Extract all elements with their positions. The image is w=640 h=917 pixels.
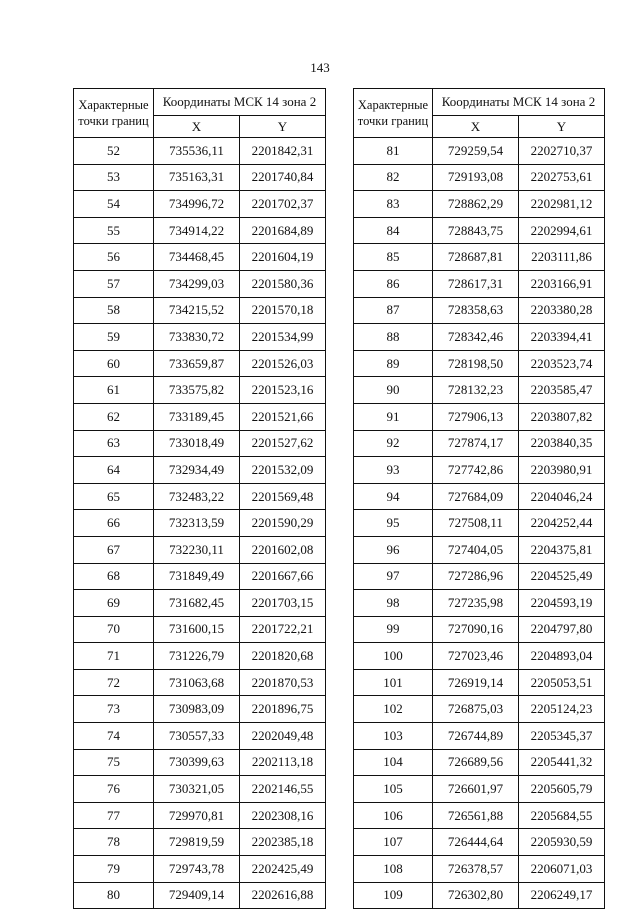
table-row (354, 643, 605, 670)
y-coordinate-cell: 2201602,08 (240, 536, 326, 563)
y-coordinate-cell: 2202425,49 (240, 856, 326, 883)
y-coordinate-cell: 2201702,37 (240, 191, 326, 218)
point-number-cell: 76 (74, 776, 154, 803)
y-coordinate-cell: 2201870,53 (240, 669, 326, 696)
point-number-cell: 59 (74, 324, 154, 351)
table-row (354, 510, 605, 537)
point-number-cell: 85 (354, 244, 433, 271)
x-coordinate-cell: 733575,82 (154, 377, 240, 404)
point-number-cell: 74 (74, 723, 154, 750)
table-row (74, 882, 326, 909)
point-number-cell: 90 (354, 377, 433, 404)
y-coordinate-cell: 2201580,36 (240, 270, 326, 297)
point-number-cell: 69 (74, 590, 154, 617)
coordinates-table-right (353, 88, 605, 909)
point-number-cell: 95 (354, 510, 433, 537)
x-coordinate-cell: 729743,78 (154, 856, 240, 883)
y-coordinate-cell: 2205441,32 (519, 749, 605, 776)
x-coordinate-cell: 731682,45 (154, 590, 240, 617)
table-row (354, 270, 605, 297)
point-number-cell: 93 (354, 457, 433, 484)
y-coordinate-cell: 2202994,61 (519, 217, 605, 244)
y-coordinate-cell: 2201569,48 (240, 483, 326, 510)
y-coordinate-cell: 2205605,79 (519, 776, 605, 803)
table-row (354, 138, 605, 165)
y-coordinate-cell: 2206071,03 (519, 856, 605, 883)
point-number-cell: 66 (74, 510, 154, 537)
table-row (74, 164, 326, 191)
x-coordinate-cell: 727508,11 (433, 510, 519, 537)
x-coordinate-cell: 727874,17 (433, 430, 519, 457)
x-coordinate-cell: 728617,31 (433, 270, 519, 297)
point-number-cell: 89 (354, 350, 433, 377)
point-number-cell: 73 (74, 696, 154, 723)
y-coordinate-cell: 2201521,66 (240, 403, 326, 430)
header-boundary-points: Характерные точки границ (74, 89, 154, 138)
point-number-cell: 75 (74, 749, 154, 776)
table-row (354, 536, 605, 563)
table-row (74, 191, 326, 218)
table-row (354, 324, 605, 351)
y-coordinate-cell: 2201604,19 (240, 244, 326, 271)
y-coordinate-cell: 2201740,84 (240, 164, 326, 191)
point-number-cell: 54 (74, 191, 154, 218)
y-coordinate-cell: 2201527,62 (240, 430, 326, 457)
point-number-cell: 63 (74, 430, 154, 457)
x-coordinate-cell: 726302,80 (433, 882, 519, 909)
table-row (354, 616, 605, 643)
point-number-cell: 102 (354, 696, 433, 723)
table-row (354, 696, 605, 723)
point-number-cell: 91 (354, 403, 433, 430)
table-row (74, 403, 326, 430)
header-y: Y (519, 116, 605, 138)
y-coordinate-cell: 2205053,51 (519, 669, 605, 696)
y-coordinate-cell: 2203380,28 (519, 297, 605, 324)
x-coordinate-cell: 734468,45 (154, 244, 240, 271)
y-coordinate-cell: 2205930,59 (519, 829, 605, 856)
x-coordinate-cell: 729193,08 (433, 164, 519, 191)
y-coordinate-cell: 2201703,15 (240, 590, 326, 617)
x-coordinate-cell: 735536,11 (154, 138, 240, 165)
point-number-cell: 94 (354, 483, 433, 510)
table-row (74, 510, 326, 537)
coordinates-table-left (73, 88, 326, 909)
y-coordinate-cell: 2202710,37 (519, 138, 605, 165)
table-row (354, 723, 605, 750)
y-coordinate-cell: 2202049,48 (240, 723, 326, 750)
x-coordinate-cell: 734914,22 (154, 217, 240, 244)
x-coordinate-cell: 728687,81 (433, 244, 519, 271)
x-coordinate-cell: 726561,88 (433, 802, 519, 829)
point-number-cell: 86 (354, 270, 433, 297)
table-row (354, 297, 605, 324)
table-row (354, 483, 605, 510)
x-coordinate-cell: 730557,33 (154, 723, 240, 750)
y-coordinate-cell: 2201820,68 (240, 643, 326, 670)
y-coordinate-cell: 2201842,31 (240, 138, 326, 165)
y-coordinate-cell: 2201523,16 (240, 377, 326, 404)
x-coordinate-cell: 727023,46 (433, 643, 519, 670)
y-coordinate-cell: 2201590,29 (240, 510, 326, 537)
y-coordinate-cell: 2202616,88 (240, 882, 326, 909)
point-number-cell: 72 (74, 669, 154, 696)
y-coordinate-cell: 2204893,04 (519, 643, 605, 670)
y-coordinate-cell: 2201722,21 (240, 616, 326, 643)
table-row (354, 164, 605, 191)
x-coordinate-cell: 727404,05 (433, 536, 519, 563)
y-coordinate-cell: 2201667,66 (240, 563, 326, 590)
y-coordinate-cell: 2202308,16 (240, 802, 326, 829)
point-number-cell: 79 (74, 856, 154, 883)
x-coordinate-cell: 728132,23 (433, 377, 519, 404)
header-coordinates: Координаты МСК 14 зона 2 (154, 89, 326, 116)
x-coordinate-cell: 727286,96 (433, 563, 519, 590)
x-coordinate-cell: 731063,68 (154, 669, 240, 696)
table-row (74, 856, 326, 883)
point-number-cell: 109 (354, 882, 433, 909)
table-row (74, 749, 326, 776)
x-coordinate-cell: 729409,14 (154, 882, 240, 909)
y-coordinate-cell: 2202113,18 (240, 749, 326, 776)
point-number-cell: 65 (74, 483, 154, 510)
x-coordinate-cell: 732483,22 (154, 483, 240, 510)
y-coordinate-cell: 2203111,86 (519, 244, 605, 271)
x-coordinate-cell: 733830,72 (154, 324, 240, 351)
x-coordinate-cell: 728358,63 (433, 297, 519, 324)
y-coordinate-cell: 2203523,74 (519, 350, 605, 377)
table-row (354, 882, 605, 909)
point-number-cell: 58 (74, 297, 154, 324)
x-coordinate-cell: 729819,59 (154, 829, 240, 856)
table-row (74, 696, 326, 723)
x-coordinate-cell: 730321,05 (154, 776, 240, 803)
x-coordinate-cell: 726875,03 (433, 696, 519, 723)
x-coordinate-cell: 727742,86 (433, 457, 519, 484)
point-number-cell: 100 (354, 643, 433, 670)
point-number-cell: 67 (74, 536, 154, 563)
point-number-cell: 97 (354, 563, 433, 590)
point-number-cell: 92 (354, 430, 433, 457)
y-coordinate-cell: 2201532,09 (240, 457, 326, 484)
point-number-cell: 60 (74, 350, 154, 377)
table-row (74, 138, 326, 165)
table-body-left (74, 138, 326, 909)
x-coordinate-cell: 732313,59 (154, 510, 240, 537)
x-coordinate-cell: 726601,97 (433, 776, 519, 803)
point-number-cell: 105 (354, 776, 433, 803)
point-number-cell: 52 (74, 138, 154, 165)
x-coordinate-cell: 734215,52 (154, 297, 240, 324)
x-coordinate-cell: 726919,14 (433, 669, 519, 696)
table-row (354, 457, 605, 484)
header-y: Y (240, 116, 326, 138)
y-coordinate-cell: 2203585,47 (519, 377, 605, 404)
y-coordinate-cell: 2203166,91 (519, 270, 605, 297)
y-coordinate-cell: 2205124,23 (519, 696, 605, 723)
y-coordinate-cell: 2201684,89 (240, 217, 326, 244)
x-coordinate-cell: 732934,49 (154, 457, 240, 484)
x-coordinate-cell: 726689,56 (433, 749, 519, 776)
y-coordinate-cell: 2201526,03 (240, 350, 326, 377)
table-row (74, 377, 326, 404)
x-coordinate-cell: 726378,57 (433, 856, 519, 883)
table-row (74, 776, 326, 803)
table-row (74, 457, 326, 484)
x-coordinate-cell: 728862,29 (433, 191, 519, 218)
x-coordinate-cell: 735163,31 (154, 164, 240, 191)
point-number-cell: 78 (74, 829, 154, 856)
table-row (354, 563, 605, 590)
table-row (74, 643, 326, 670)
table-row (74, 430, 326, 457)
point-number-cell: 57 (74, 270, 154, 297)
table-row (354, 590, 605, 617)
x-coordinate-cell: 727235,98 (433, 590, 519, 617)
y-coordinate-cell: 2203840,35 (519, 430, 605, 457)
x-coordinate-cell: 731226,79 (154, 643, 240, 670)
x-coordinate-cell: 727906,13 (433, 403, 519, 430)
table-row (354, 244, 605, 271)
y-coordinate-cell: 2202753,61 (519, 164, 605, 191)
x-coordinate-cell: 734299,03 (154, 270, 240, 297)
table-row (354, 669, 605, 696)
point-number-cell: 55 (74, 217, 154, 244)
x-coordinate-cell: 730983,09 (154, 696, 240, 723)
y-coordinate-cell: 2204046,24 (519, 483, 605, 510)
y-coordinate-cell: 2204252,44 (519, 510, 605, 537)
point-number-cell: 103 (354, 723, 433, 750)
point-number-cell: 106 (354, 802, 433, 829)
y-coordinate-cell: 2203980,91 (519, 457, 605, 484)
point-number-cell: 88 (354, 324, 433, 351)
point-number-cell: 96 (354, 536, 433, 563)
y-coordinate-cell: 2202385,18 (240, 829, 326, 856)
table-row (74, 723, 326, 750)
point-number-cell: 104 (354, 749, 433, 776)
table-row (354, 191, 605, 218)
point-number-cell: 53 (74, 164, 154, 191)
table-body-right (354, 138, 605, 909)
table-row (74, 590, 326, 617)
table-row (354, 776, 605, 803)
y-coordinate-cell: 2201534,99 (240, 324, 326, 351)
y-coordinate-cell: 2205684,55 (519, 802, 605, 829)
x-coordinate-cell: 731849,49 (154, 563, 240, 590)
table-row (74, 483, 326, 510)
point-number-cell: 81 (354, 138, 433, 165)
table-row (354, 350, 605, 377)
point-number-cell: 108 (354, 856, 433, 883)
x-coordinate-cell: 728843,75 (433, 217, 519, 244)
x-coordinate-cell: 733189,45 (154, 403, 240, 430)
table-row (74, 297, 326, 324)
point-number-cell: 84 (354, 217, 433, 244)
x-coordinate-cell: 727090,16 (433, 616, 519, 643)
table-row (74, 217, 326, 244)
point-number-cell: 87 (354, 297, 433, 324)
table-row (354, 829, 605, 856)
point-number-cell: 101 (354, 669, 433, 696)
x-coordinate-cell: 729970,81 (154, 802, 240, 829)
y-coordinate-cell: 2204375,81 (519, 536, 605, 563)
table-row (74, 350, 326, 377)
y-coordinate-cell: 2206249,17 (519, 882, 605, 909)
x-coordinate-cell: 733659,87 (154, 350, 240, 377)
table-row (74, 829, 326, 856)
x-coordinate-cell: 727684,09 (433, 483, 519, 510)
point-number-cell: 62 (74, 403, 154, 430)
x-coordinate-cell: 730399,63 (154, 749, 240, 776)
point-number-cell: 64 (74, 457, 154, 484)
x-coordinate-cell: 726444,64 (433, 829, 519, 856)
point-number-cell: 82 (354, 164, 433, 191)
x-coordinate-cell: 729259,54 (433, 138, 519, 165)
table-row (74, 669, 326, 696)
table-row (74, 324, 326, 351)
x-coordinate-cell: 731600,15 (154, 616, 240, 643)
table-row (354, 856, 605, 883)
header-coordinates: Координаты МСК 14 зона 2 (433, 89, 605, 116)
y-coordinate-cell: 2204525,49 (519, 563, 605, 590)
table-row (74, 563, 326, 590)
point-number-cell: 77 (74, 802, 154, 829)
y-coordinate-cell: 2202146,55 (240, 776, 326, 803)
y-coordinate-cell: 2204797,80 (519, 616, 605, 643)
point-number-cell: 107 (354, 829, 433, 856)
table-row (354, 217, 605, 244)
x-coordinate-cell: 733018,49 (154, 430, 240, 457)
header-x: X (154, 116, 240, 138)
table-row (354, 377, 605, 404)
table-row (354, 430, 605, 457)
y-coordinate-cell: 2203394,41 (519, 324, 605, 351)
table-row (74, 270, 326, 297)
table-row (74, 244, 326, 271)
x-coordinate-cell: 726744,89 (433, 723, 519, 750)
table-row (74, 802, 326, 829)
y-coordinate-cell: 2204593,19 (519, 590, 605, 617)
point-number-cell: 61 (74, 377, 154, 404)
point-number-cell: 56 (74, 244, 154, 271)
x-coordinate-cell: 728342,46 (433, 324, 519, 351)
page-number: 143 (310, 60, 330, 75)
x-coordinate-cell: 734996,72 (154, 191, 240, 218)
point-number-cell: 68 (74, 563, 154, 590)
y-coordinate-cell: 2201896,75 (240, 696, 326, 723)
point-number-cell: 99 (354, 616, 433, 643)
y-coordinate-cell: 2201570,18 (240, 297, 326, 324)
table-row (74, 536, 326, 563)
point-number-cell: 98 (354, 590, 433, 617)
header-boundary-points: Характерные точки границ (354, 89, 433, 138)
table-row (354, 802, 605, 829)
point-number-cell: 80 (74, 882, 154, 909)
point-number-cell: 83 (354, 191, 433, 218)
y-coordinate-cell: 2202981,12 (519, 191, 605, 218)
table-row (354, 403, 605, 430)
x-coordinate-cell: 728198,50 (433, 350, 519, 377)
y-coordinate-cell: 2205345,37 (519, 723, 605, 750)
point-number-cell: 70 (74, 616, 154, 643)
table-row (354, 749, 605, 776)
point-number-cell: 71 (74, 643, 154, 670)
table-row (74, 616, 326, 643)
x-coordinate-cell: 732230,11 (154, 536, 240, 563)
header-x: X (433, 116, 519, 138)
y-coordinate-cell: 2203807,82 (519, 403, 605, 430)
